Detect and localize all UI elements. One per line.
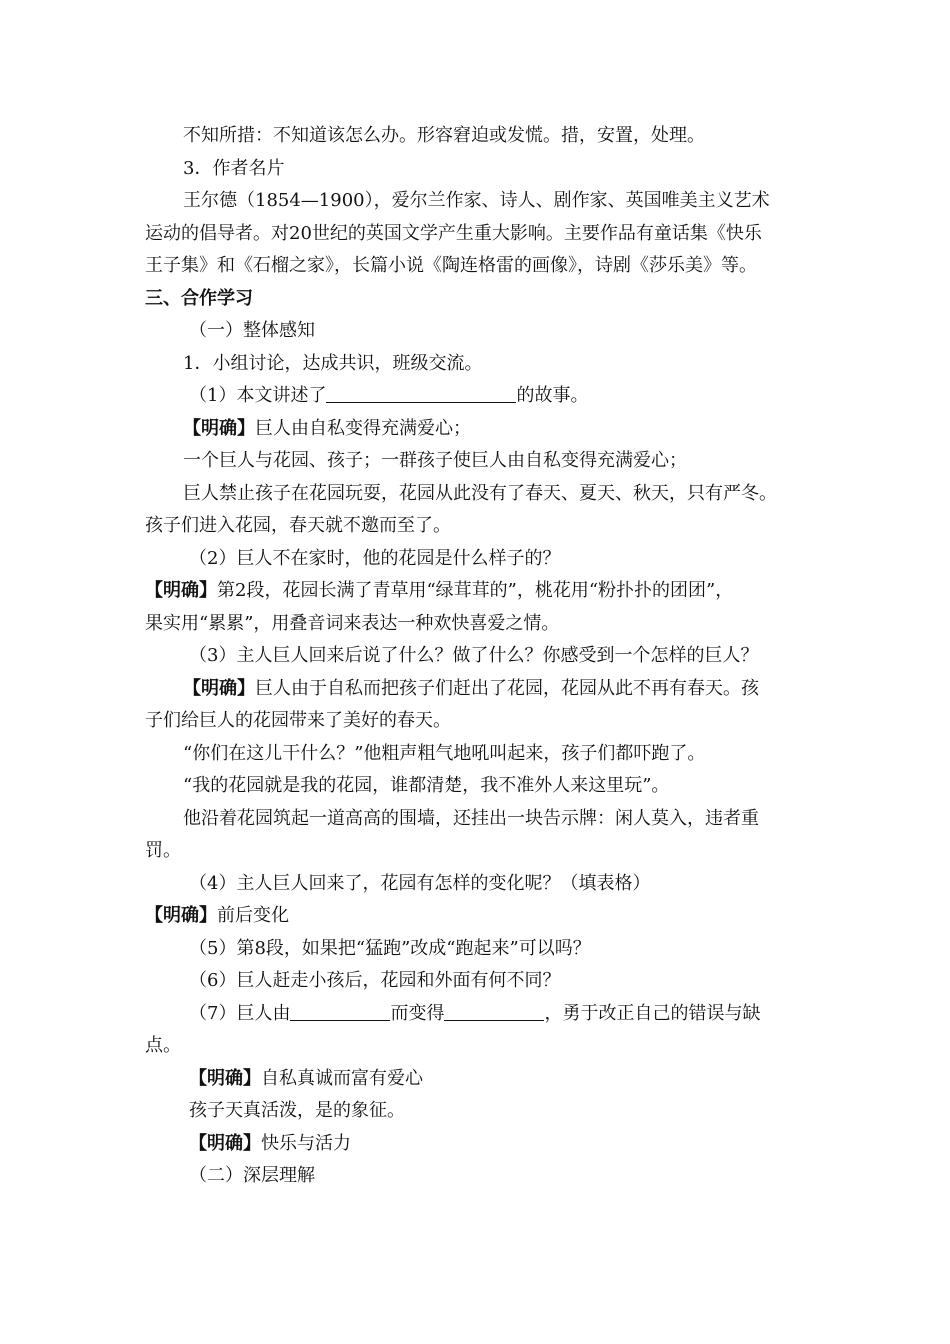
question-line: （3）主人巨人回来后说了什么？做了什么？你感受到一个怎样的巨人？ (189, 645, 759, 666)
subsection-title: （二）深层理解 (189, 1165, 315, 1186)
answer-blank (326, 382, 516, 403)
paragraph-line: 罚。 (145, 840, 181, 861)
quote-line: “你们在这儿干什么？”他粗声粗气地吼叫起来，孩子们都吓跑了。 (183, 742, 706, 764)
answer-line (145, 900, 805, 933)
answer-label: 【明确】 (189, 1067, 261, 1089)
paragraph-line: 孩子们进入花园，春天就不邀而至了。 (145, 515, 451, 536)
answer-line (145, 1063, 805, 1096)
answer-label: 【明确】 (183, 417, 255, 439)
question-line: （6）巨人赶走小孩后，花园和外面有何不同？ (189, 970, 561, 991)
answer-blank (444, 1000, 544, 1021)
paragraph-line: 王尔德（1854—1900），爱尔兰作家、诗人、剧作家、英国唯美主义艺术 (183, 190, 770, 211)
text-line: 一个巨人与花园、孩子；一群孩子使巨人由自私变得充满爱心； (183, 450, 687, 471)
answer-line (145, 673, 805, 706)
answer-text: 快乐与活力 (261, 1132, 351, 1154)
answer-line (145, 413, 805, 446)
paragraph-line: 点。 (145, 1035, 181, 1056)
paragraph-line: 果实用“累累”，用叠音词来表达一种欢快喜爱之情。 (145, 612, 560, 634)
paragraph-line: 子们给巨人的花园带来了美好的春天。 (145, 710, 451, 731)
paragraph-line: 巨人禁止孩子在花园玩耍，花园从此没有了春天、夏天、秋天，只有严冬。 (183, 482, 777, 504)
paragraph-line: 他沿着花园筑起一道高高的围墙，还挂出一块告示牌：闲人莫入，违者重 (183, 807, 759, 829)
answer-label: 【明确】 (189, 1132, 261, 1154)
paragraph-line: 运动的倡导者。对20世纪的英国文学产生重大影响。主要作品有童话集《快乐 (145, 222, 762, 244)
question-line (145, 998, 805, 1031)
text-line: 孩子天真活泼，是的象征。 (189, 1100, 405, 1121)
answer-text: 前后变化 (217, 905, 289, 926)
answer-text: 第2段，花园长满了青草用“绿茸茸的”，桃花用“粉扑扑的团团”， (217, 580, 734, 601)
question-line: （5）第8段，如果把“猛跑”改成“跑起来”可以吗？ (189, 937, 591, 959)
question-line (145, 380, 805, 413)
answer-text: 巨人由于自私而把孩子们赶出了花园，花园从此不再有春天。孩 (255, 677, 759, 699)
answer-label: 【明确】 (183, 677, 255, 699)
question-text: 的故事。 (516, 385, 589, 406)
answer-text: 巨人由自私变得充满爱心； (255, 417, 471, 439)
question-text: （1）本文讲述了 (189, 385, 327, 406)
question-text: 而变得 (390, 1002, 445, 1024)
question-text: （7）巨人由 (189, 1002, 291, 1024)
section-title: 三、合作学习 (145, 287, 253, 309)
answer-blank (290, 1000, 390, 1021)
answer-line (145, 575, 805, 608)
answer-text: 自私真诚而富有爱心 (261, 1067, 423, 1089)
text-line: 不知所措：不知道该怎么办。形容窘迫或发慌。措，安置，处理。 (183, 125, 705, 146)
question-text: ，勇于改正自己的错误与缺 (544, 1002, 761, 1024)
answer-line (145, 1128, 805, 1161)
subsection-title: （一）整体感知 (189, 320, 315, 341)
section-heading: 3．作者名片 (183, 157, 285, 179)
paragraph-line: 王子集》和《石榴之家》，长篇小说《陶连格雷的画像》，诗剧《莎乐美》等。 (145, 255, 757, 276)
answer-label: 【明确】 (145, 580, 217, 601)
question-line: （2）巨人不在家时，他的花园是什么样子的？ (189, 547, 561, 569)
question-line: （4）主人巨人回来了，花园有怎样的变化呢？（填表格） (189, 872, 651, 894)
quote-line: “我的花园就是我的花园，谁都清楚，我不准外人来这里玩”。 (183, 775, 670, 796)
answer-label: 【明确】 (145, 905, 217, 926)
text-line: 1．小组讨论，达成共识，班级交流。 (183, 352, 483, 374)
